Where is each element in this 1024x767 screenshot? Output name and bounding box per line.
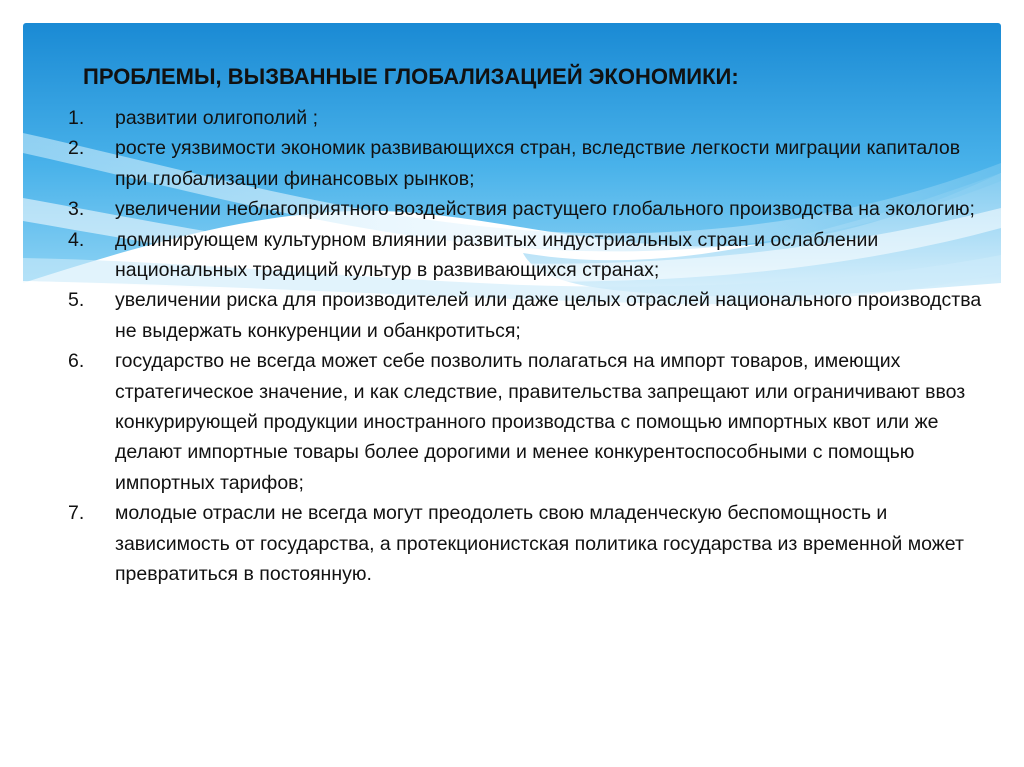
list-item xyxy=(68,498,988,589)
list-item xyxy=(68,133,988,194)
list-item xyxy=(68,225,988,286)
list-item-number: 6. xyxy=(68,350,85,373)
list-item-number: 2. xyxy=(68,137,85,160)
list-item-number: 4. xyxy=(68,228,85,251)
problems-list xyxy=(68,103,988,590)
list-item-text: увеличении неблагоприятного воздействия растущего глобального производства на экологию; xyxy=(115,198,975,221)
list-item xyxy=(68,194,988,224)
slide-title: ПРОБЛЕМЫ, ВЫЗВАННЫЕ ГЛОБАЛИЗАЦИЕЙ ЭКОНОМИКИ: xyxy=(83,64,739,89)
list-item-text: государство не всегда может себе позволить полагаться на импорт товаров, имеющих стратегическое значение, и как следствие, правительства запрещают или ограничивают ввоз конкурирующей продукции иностранного производства с помощью импортных квот или же делают импортные товары более дорогими и менее конкурентоспособными с помощью импортных тарифов; xyxy=(115,350,966,494)
list-item-number: 1. xyxy=(68,107,85,129)
list-item-text: росте уязвимости экономик развивающихся стран, вследствие легкости миграции капиталов при глобализации финансовых рынков; xyxy=(115,137,961,190)
list-item xyxy=(68,285,988,346)
list-item-number: 7. xyxy=(68,502,85,525)
list-item-number: 5. xyxy=(68,289,85,312)
list-item xyxy=(68,103,988,133)
list-item-text: доминирующем культурном влиянии развитых индустриальных стран и ослаблении национальных традиций культур в развивающихся странах; xyxy=(115,228,879,282)
list-item-text: молодые отрасли не всегда могут преодолеть свою младенческую беспомощность и зависимость от государства, а протекционистская политика государства из временной может превратиться в постоянную. xyxy=(115,502,964,586)
list-item xyxy=(68,346,988,498)
slide xyxy=(23,23,1001,745)
list-item-text: увеличении риска для производителей или даже целых отраслей национального производства не выдержать конкуренции и обанкротиться; xyxy=(115,289,982,342)
list-item-text: развитии олигополий ; xyxy=(115,107,318,129)
list-item-number: 3. xyxy=(68,198,85,221)
